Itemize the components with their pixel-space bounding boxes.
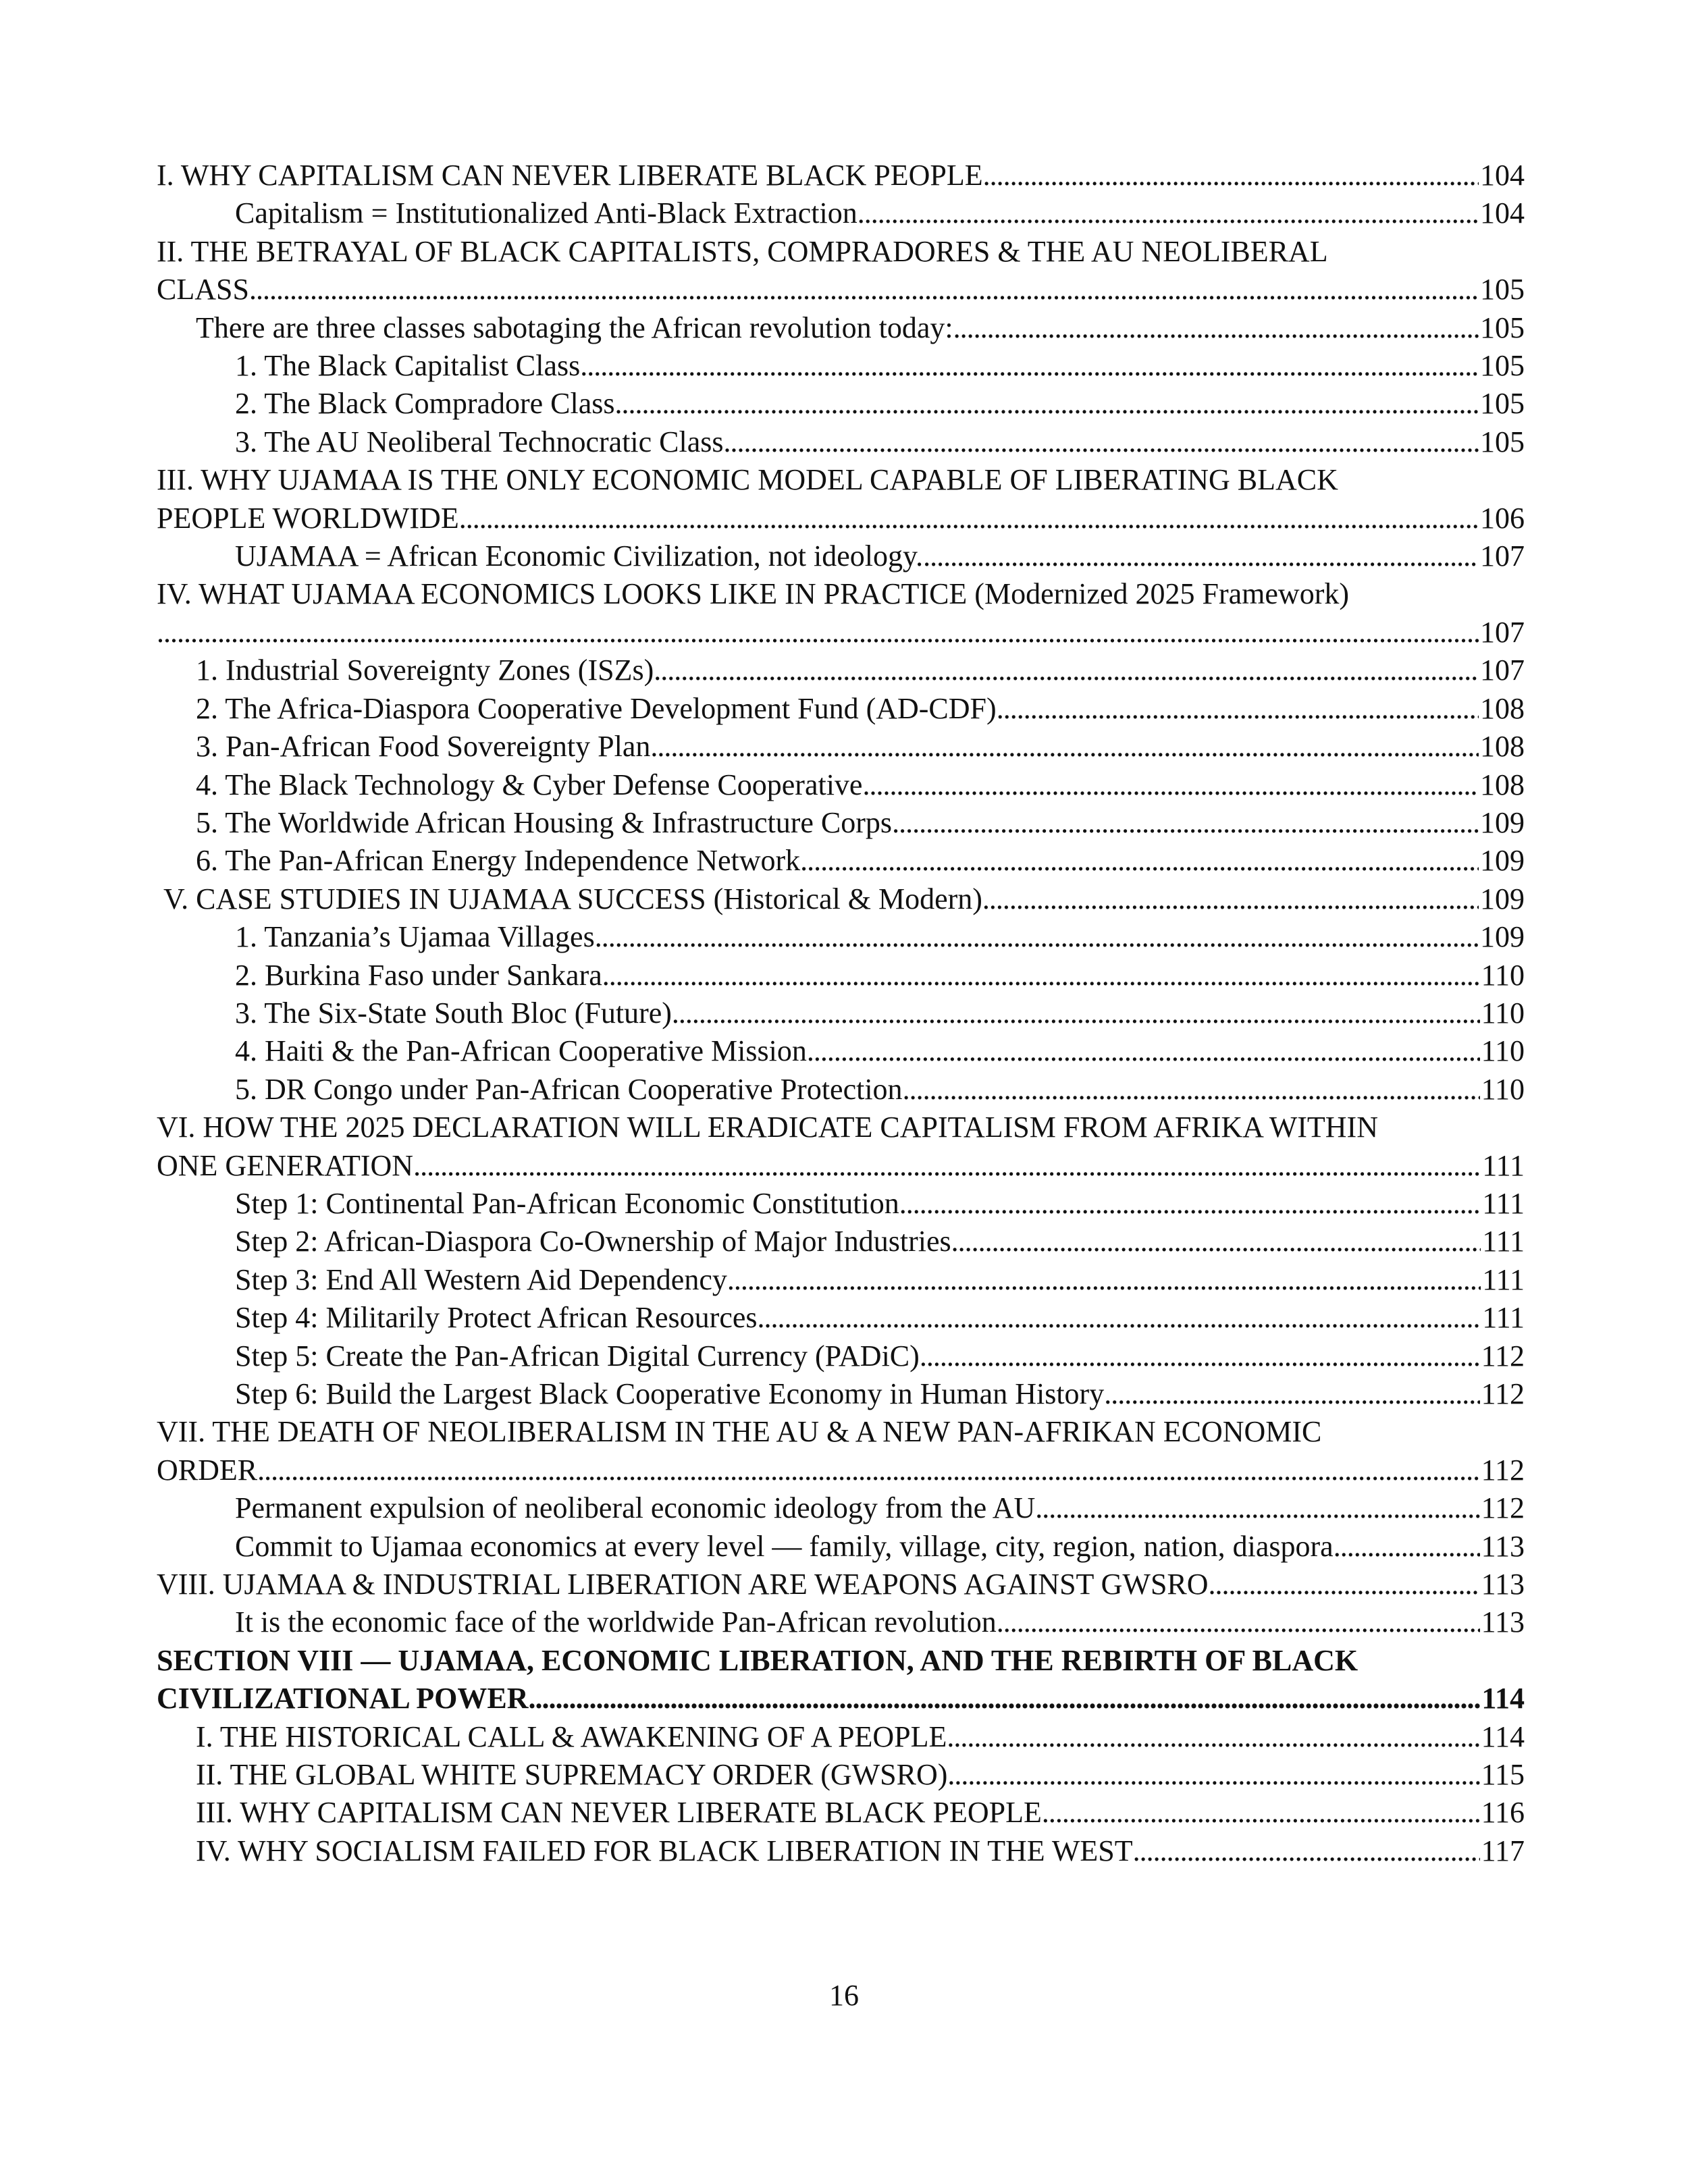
- toc-entry[interactable]: [157, 1299, 1525, 1337]
- toc-leader-dots: [947, 1756, 1479, 1794]
- toc-entry-title: There are three classes sabotaging the African revolution today:: [196, 311, 953, 344]
- toc-entry-title: Step 2: African-Diaspora Co-Ownership of Major Industries: [235, 1225, 951, 1258]
- toc-page-number: 110: [1481, 1072, 1525, 1106]
- toc-entry-title-line: II. THE BETRAYAL OF BLACK CAPITALISTS, COMPRADORES & THE AU NEOLIBERAL: [157, 234, 1328, 268]
- toc-page-number: 110: [1481, 1034, 1525, 1068]
- toc-leader-dots: [1104, 1375, 1479, 1413]
- toc-entry-continuation: [157, 1680, 1525, 1717]
- toc-page-number: 109: [1480, 920, 1525, 954]
- toc-leader-dots: [862, 766, 1479, 804]
- toc-entry[interactable]: [157, 880, 1525, 918]
- toc-leader-dots: [997, 690, 1479, 728]
- toc-entry-title: CLASS: [157, 273, 249, 307]
- toc-entry-title: Permanent expulsion of neoliberal economic ideology from the AU: [235, 1491, 1036, 1525]
- toc-entry[interactable]: [157, 651, 1525, 689]
- toc-page-number: 107: [1480, 654, 1525, 687]
- toc-leader-dots: [1042, 1794, 1480, 1832]
- toc-page-number: 111: [1482, 1301, 1525, 1335]
- toc-leader-dots: [953, 309, 1479, 347]
- toc-leader-dots: [724, 423, 1479, 461]
- toc-entry-title: V. CASE STUDIES IN UJAMAA SUCCESS (Historical & Modern): [163, 882, 982, 915]
- toc-entry[interactable]: [157, 1032, 1525, 1070]
- toc-leader-dots: [580, 347, 1479, 385]
- toc-entry-title-line: VI. HOW THE 2025 DECLARATION WILL ERADICATE CAPITALISM FROM AFRIKA WITHIN: [157, 1111, 1378, 1144]
- toc-entry[interactable]: [157, 1603, 1525, 1641]
- toc-entry-title: 3. Pan-African Food Sovereignty Plan: [196, 730, 651, 764]
- toc-leader-dots: [951, 1223, 1481, 1260]
- toc-leader-dots: [249, 271, 1479, 309]
- toc-entry[interactable]: [157, 842, 1525, 880]
- toc-page-number: 105: [1480, 311, 1525, 344]
- toc-leader-dots: [758, 1299, 1481, 1337]
- toc-entry-continuation: [157, 1147, 1525, 1185]
- toc-leader-dots: [727, 1261, 1481, 1299]
- toc-leader-dots: [529, 1680, 1481, 1717]
- toc-page-number: 111: [1482, 1148, 1525, 1182]
- toc-entry-title: PEOPLE WORLDWIDE: [157, 501, 459, 535]
- toc-entry-title: 2. Burkina Faso under Sankara: [235, 958, 602, 992]
- toc-leader-dots: [1334, 1528, 1480, 1566]
- toc-entry[interactable]: [157, 1185, 1525, 1223]
- toc-page-number: 104: [1480, 159, 1525, 192]
- toc-entry-title: 6. The Pan-African Energy Independence Network: [196, 844, 801, 878]
- toc-leader-dots: [257, 1451, 1480, 1489]
- toc-entry-continuation: [157, 500, 1525, 537]
- toc-entry[interactable]: [157, 766, 1525, 804]
- table-of-contents: [157, 157, 1525, 1870]
- page-number: 16: [829, 1979, 859, 2012]
- toc-entry-title-line: VII. THE DEATH OF NEOLIBERALISM IN THE AU & A NEW PAN-AFRIKAN ECONOMIC: [157, 1415, 1322, 1449]
- toc-leader-dots: [947, 1718, 1479, 1756]
- toc-page-number: 114: [1481, 1720, 1525, 1753]
- toc-page-number: 117: [1481, 1834, 1525, 1867]
- toc-page-number: 107: [1480, 539, 1525, 573]
- toc-entry[interactable]: [157, 1794, 1525, 1832]
- toc-page-number: 110: [1481, 958, 1525, 992]
- toc-entry-title: Step 3: End All Western Aid Dependency: [235, 1262, 727, 1296]
- toc-entry-title: 3. The AU Neoliberal Technocratic Class: [235, 425, 724, 458]
- toc-page-number: 113: [1481, 1568, 1525, 1601]
- toc-entry-title: 4. The Black Technology & Cyber Defense Cooperative: [196, 768, 863, 801]
- toc-page-number: 112: [1481, 1377, 1525, 1410]
- toc-entry[interactable]: [157, 1566, 1525, 1603]
- toc-entry-title: It is the economic face of the worldwide Pan-African revolution: [235, 1605, 997, 1639]
- toc-page-number: 111: [1482, 1262, 1525, 1296]
- toc-entry[interactable]: [157, 804, 1525, 842]
- toc-entry[interactable]: [157, 1489, 1525, 1527]
- toc-leader-dots: [1035, 1489, 1479, 1527]
- toc-leader-dots: [807, 1032, 1480, 1070]
- toc-entry[interactable]: [157, 1832, 1525, 1870]
- toc-leader-dots: [899, 1185, 1481, 1223]
- toc-entry[interactable]: [157, 1261, 1525, 1299]
- toc-page-number: 106: [1480, 501, 1525, 535]
- toc-page-number: 108: [1480, 691, 1525, 725]
- toc-entry-title: 2. The Africa-Diaspora Cooperative Development Fund (AD-CDF): [196, 691, 997, 725]
- toc-entry[interactable]: [157, 309, 1525, 347]
- toc-entry-title: UJAMAA = African Economic Civilization, not ideology.: [235, 539, 924, 573]
- toc-page-number: 113: [1481, 1529, 1525, 1563]
- toc-entry-title: 4. Haiti & the Pan-African Cooperative Mission: [235, 1034, 807, 1068]
- toc-entry[interactable]: [157, 461, 1525, 537]
- toc-leader-dots: [997, 1603, 1480, 1641]
- toc-entry[interactable]: [157, 157, 1525, 194]
- toc-leader-dots: [654, 651, 1479, 689]
- toc-page-number: 107: [1480, 615, 1525, 649]
- toc-page-number: 113: [1481, 1605, 1525, 1639]
- toc-entry[interactable]: [157, 385, 1525, 423]
- toc-entry-title: Capitalism = Institutionalized Anti-Black Extraction: [235, 196, 858, 230]
- toc-leader-dots: [650, 728, 1479, 766]
- toc-entry[interactable]: [157, 1109, 1525, 1185]
- toc-leader-dots: [413, 1147, 1481, 1185]
- toc-page-number: 109: [1480, 805, 1525, 839]
- toc-entry[interactable]: [157, 423, 1525, 461]
- toc-leader-dots: [459, 500, 1479, 537]
- toc-entry-title: 2. The Black Compradore Class: [235, 387, 615, 421]
- toc-entry-title: CIVILIZATIONAL POWER: [157, 1682, 529, 1715]
- toc-leader-dots: [615, 385, 1479, 423]
- toc-page-number: 109: [1480, 882, 1525, 915]
- toc-entry[interactable]: [157, 233, 1525, 309]
- toc-page-number: 104: [1480, 196, 1525, 230]
- toc-entry[interactable]: [157, 537, 1525, 575]
- toc-entry-title: Step 1: Continental Pan-African Economic Constitution: [235, 1186, 899, 1220]
- toc-entry-title: 3. The Six-State South Bloc (Future): [235, 996, 672, 1030]
- toc-entry-title: IV. WHY SOCIALISM FAILED FOR BLACK LIBERATION IN THE WEST: [196, 1834, 1133, 1867]
- toc-page-number: 109: [1480, 844, 1525, 878]
- toc-leader-dots: [595, 918, 1479, 956]
- toc-entry[interactable]: [157, 194, 1525, 232]
- toc-entry-title: ONE GENERATION: [157, 1148, 414, 1182]
- toc-entry-continuation: [157, 1451, 1525, 1489]
- toc-page-number: 108: [1480, 730, 1525, 764]
- toc-entry-title: ORDER: [157, 1453, 258, 1487]
- toc-page-number: 108: [1480, 768, 1525, 801]
- toc-page-number: 111: [1482, 1186, 1525, 1220]
- toc-page-number: 105: [1480, 425, 1525, 458]
- toc-entry[interactable]: [157, 1642, 1525, 1718]
- toc-entry[interactable]: [157, 1223, 1525, 1260]
- toc-entry[interactable]: [157, 1375, 1525, 1413]
- toc-leader-dots: [800, 842, 1479, 880]
- toc-entry-title: 1. The Black Capitalist Class: [235, 349, 581, 383]
- toc-page-number: 110: [1481, 996, 1525, 1030]
- toc-entry[interactable]: [157, 1718, 1525, 1756]
- toc-entry-title: 1. Tanzania’s Ujamaa Villages: [235, 920, 595, 954]
- toc-leader-dots: [1133, 1832, 1480, 1870]
- toc-page-number: 114: [1481, 1682, 1525, 1715]
- toc-leader-dots: [923, 537, 1479, 575]
- toc-entry-title: 5. DR Congo under Pan-African Cooperative Protection: [235, 1072, 903, 1106]
- toc-leader-dots: [920, 1337, 1480, 1375]
- toc-page-number: 112: [1481, 1453, 1525, 1487]
- toc-entry-title: II. THE GLOBAL WHITE SUPREMACY ORDER (GWSRO): [196, 1758, 948, 1792]
- toc-entry-title: I. THE HISTORICAL CALL & AWAKENING OF A PEOPLE: [196, 1720, 947, 1753]
- toc-page-number: 105: [1480, 349, 1525, 383]
- toc-entry-title-line: IV. WHAT UJAMAA ECONOMICS LOOKS LIKE IN PRACTICE (Modernized 2025 Framework): [157, 577, 1350, 611]
- toc-entry[interactable]: [157, 1528, 1525, 1566]
- toc-entry[interactable]: [157, 918, 1525, 956]
- toc-leader-dots: [1209, 1566, 1480, 1603]
- toc-leader-dots: [892, 804, 1479, 842]
- toc-entry-continuation: [157, 271, 1525, 309]
- toc-entry[interactable]: [157, 575, 1525, 651]
- toc-entry[interactable]: [157, 994, 1525, 1032]
- toc-page-number: 105: [1480, 387, 1525, 421]
- toc-entry[interactable]: [157, 1071, 1525, 1109]
- toc-entry-title: 1. Industrial Sovereignty Zones (ISZs): [196, 654, 654, 687]
- toc-entry[interactable]: [157, 1337, 1525, 1375]
- toc-entry-title-line: SECTION VIII — UJAMAA, ECONOMIC LIBERATION, AND THE REBIRTH OF BLACK: [157, 1643, 1359, 1677]
- toc-page-number: 105: [1480, 273, 1525, 307]
- toc-entry[interactable]: [157, 347, 1525, 385]
- toc-entry-title: Commit to Ujamaa economics at every level — family, village, city, region, nation, diaspora: [235, 1529, 1334, 1563]
- toc-page-number: 116: [1481, 1796, 1525, 1830]
- toc-leader-dots: [157, 614, 1479, 651]
- toc-entry-title: Step 6: Build the Largest Black Cooperative Economy in Human History: [235, 1377, 1105, 1410]
- toc-entry-title: VIII. UJAMAA & INDUSTRIAL LIBERATION ARE WEAPONS AGAINST GWSRO: [157, 1568, 1209, 1601]
- toc-leader-dots: [983, 157, 1479, 194]
- toc-entry[interactable]: [157, 728, 1525, 766]
- toc-entry-title: Step 4: Militarily Protect African Resources: [235, 1301, 758, 1335]
- toc-leader-dots: [858, 194, 1479, 232]
- toc-leader-dots: [903, 1071, 1480, 1109]
- toc-entry-title: Step 5: Create the Pan-African Digital Currency (PADiC): [235, 1339, 920, 1373]
- toc-entry-title: III. WHY CAPITALISM CAN NEVER LIBERATE BLACK PEOPLE: [196, 1796, 1042, 1830]
- toc-entry[interactable]: [157, 1413, 1525, 1489]
- toc-page-number: 111: [1482, 1225, 1525, 1258]
- toc-page-number: 112: [1481, 1491, 1525, 1525]
- toc-entry[interactable]: [157, 957, 1525, 994]
- toc-leader-dots: [602, 957, 1480, 994]
- toc-page-number: 115: [1481, 1758, 1525, 1792]
- toc-leader-dots: [672, 994, 1480, 1032]
- toc-entry[interactable]: [157, 690, 1525, 728]
- toc-entry-title: I. WHY CAPITALISM CAN NEVER LIBERATE BLACK PEOPLE: [157, 159, 983, 192]
- toc-page-number: 112: [1481, 1339, 1525, 1373]
- toc-entry-continuation: [157, 614, 1525, 651]
- toc-entry-title: 5. The Worldwide African Housing & Infrastructure Corps: [196, 805, 893, 839]
- toc-leader-dots: [982, 880, 1479, 918]
- toc-entry[interactable]: [157, 1756, 1525, 1794]
- toc-entry-title-line: III. WHY UJAMAA IS THE ONLY ECONOMIC MODEL CAPABLE OF LIBERATING BLACK: [157, 463, 1338, 497]
